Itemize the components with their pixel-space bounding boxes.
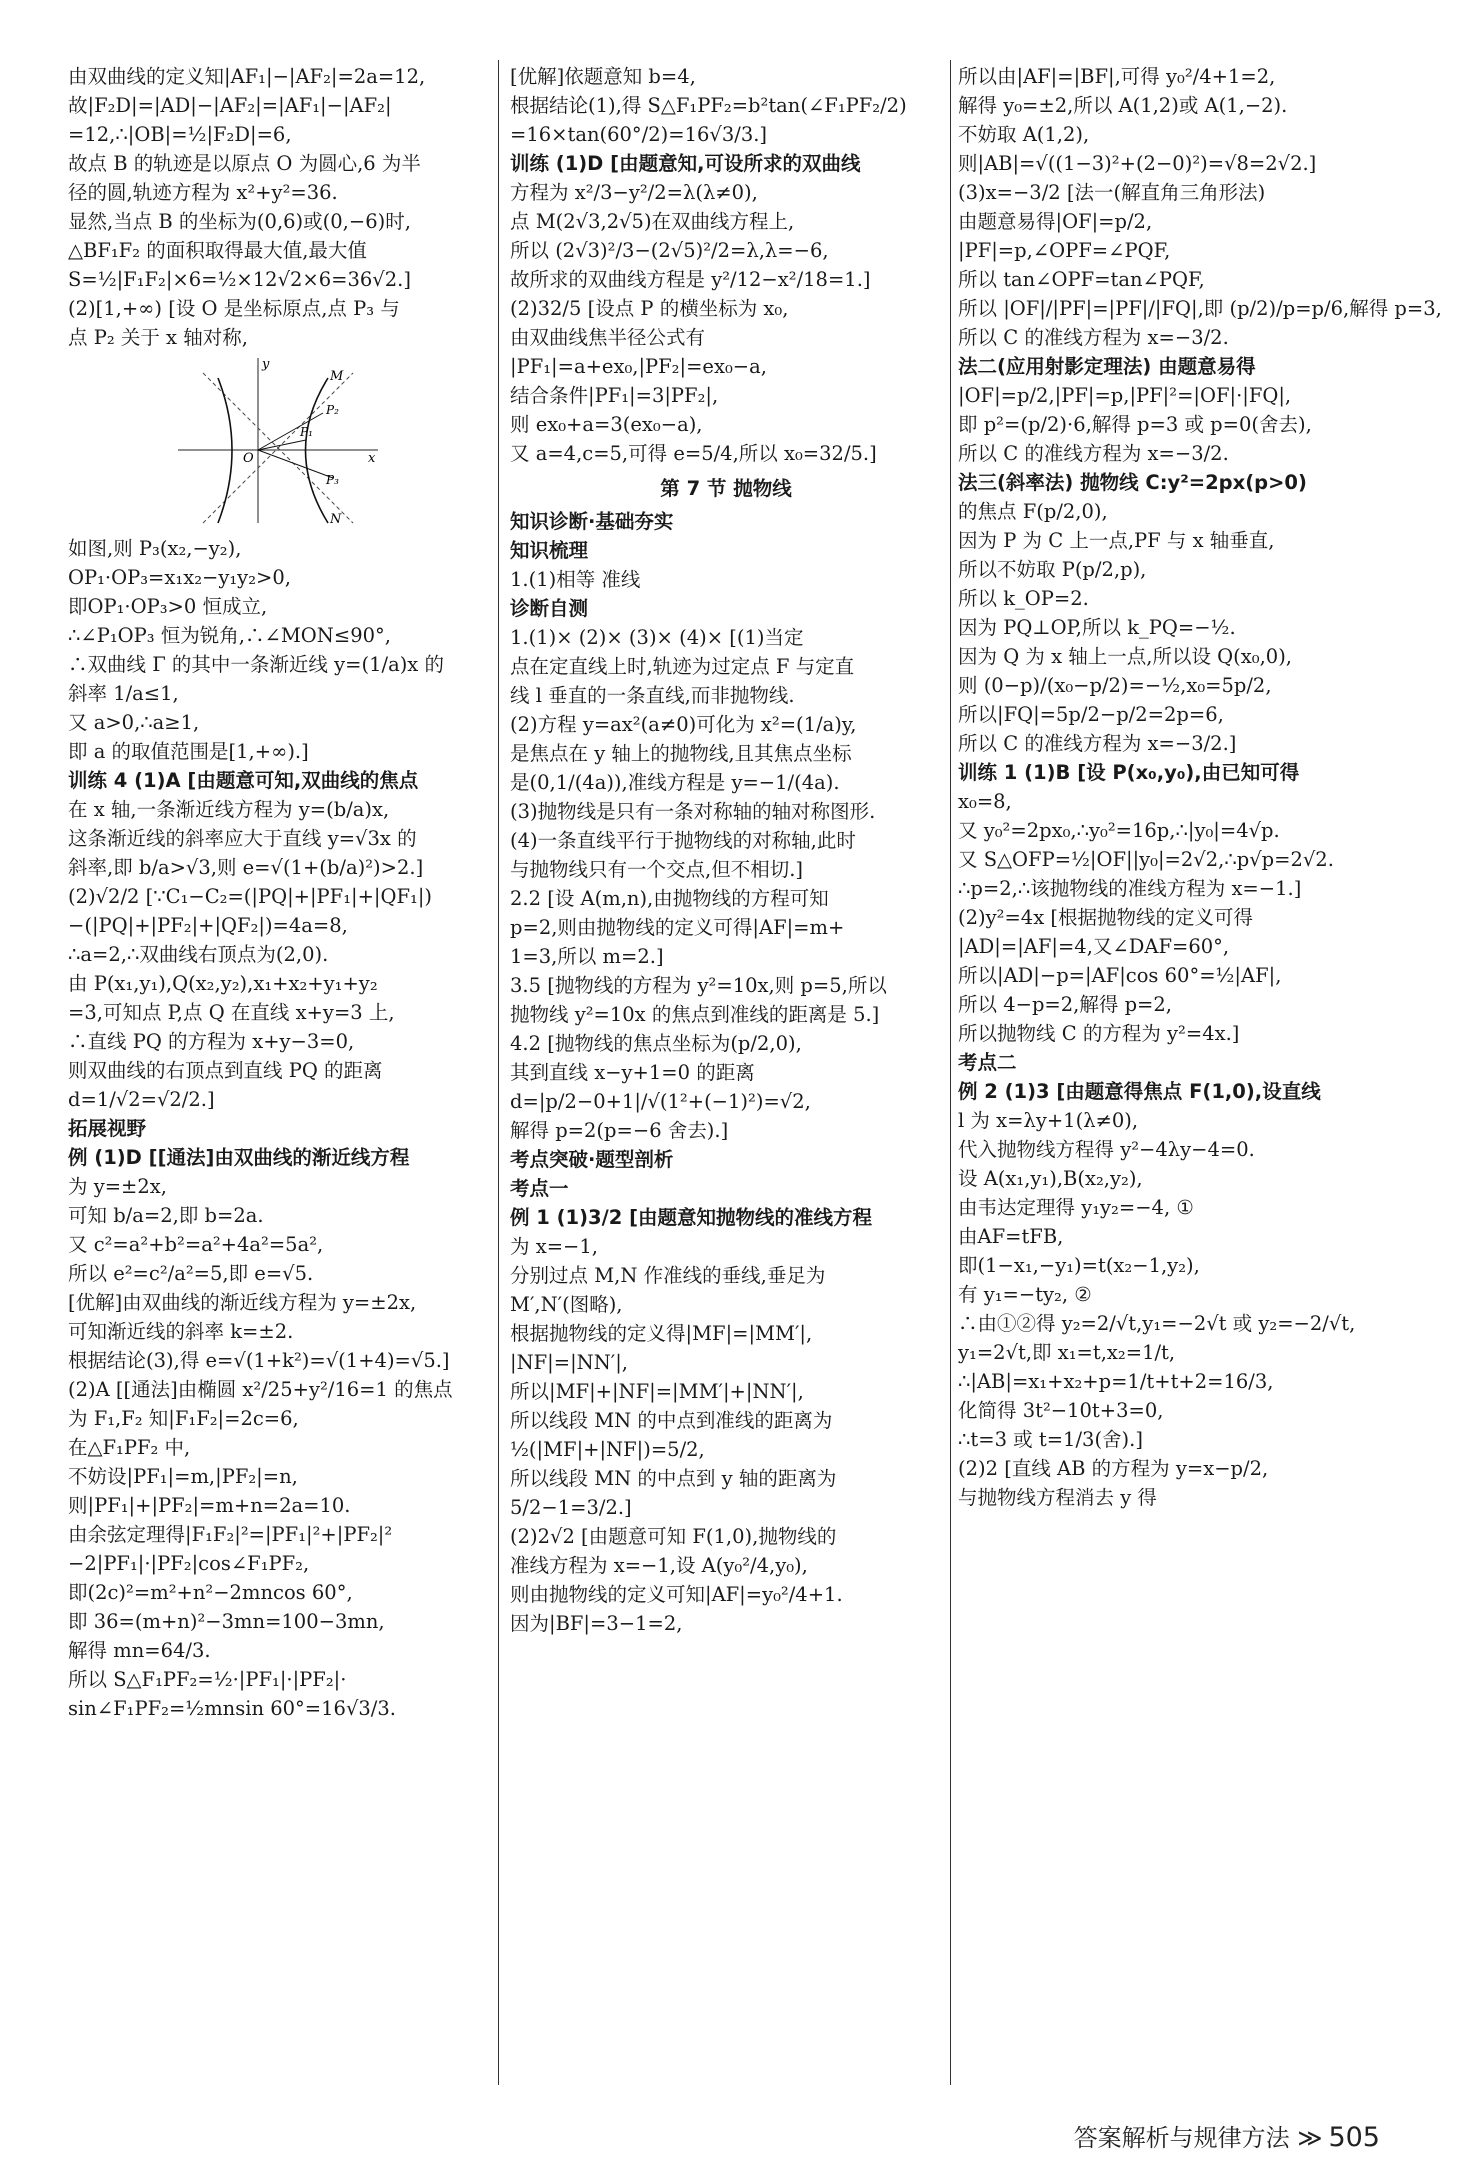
col3-line: 所以|FQ|=5p/2−p/2=2p=6, [958,703,1224,726]
column-right [958,62,1442,1512]
col2-line: 知识诊断·基础夯实 [510,510,674,533]
col2-line: 根据抛物线的定义得|MF|=|MM′|, [510,1322,813,1345]
col2-line: 训练 (1)D [由题意知,可设所求的双曲线 [510,152,861,175]
col1-line: 训练 4 (1)A [由题意可知,双曲线的焦点 [68,769,419,792]
col3-line: 代入抛物线方程得 y²−4λy−4=0. [958,1138,1255,1161]
col1-line: 所以 S△F₁PF₂=½·|PF₁|·|PF₂|· [68,1668,347,1691]
page-number: 505 [1328,2122,1380,2153]
col3-line: 所以|AD|−p=|AF|cos 60°=½|AF|, [958,964,1282,987]
col2-line: 准线方程为 x=−1,设 A(y₀²/4,y₀), [510,1554,808,1577]
col3-line: 即(1−x₁,−y₁)=t(x₂−1,y₂), [958,1254,1200,1277]
col1-line: (2)√2/2 [∵C₁−C₂=(|PQ|+|PF₁|+|QF₁|) [68,885,433,908]
column-left [68,62,486,1723]
fig-label-O: O [243,451,254,466]
col2-line: p=2,则由抛物线的定义可得|AF|=m+ [510,916,845,939]
col1-line: ∴a=2,∴双曲线右顶点为(2,0). [68,943,329,966]
col1-line: =12,∴|OB|=½|F₂D|=6, [68,123,292,146]
fig-label-P3: P₃ [326,473,339,487]
col3-line: 解得 y₀=±2,所以 A(1,2)或 A(1,−2). [958,94,1288,117]
col3-line: (2)y²=4x [根据抛物线的定义可得 [958,906,1254,929]
col3-line: 因为 PQ⊥OP,所以 k_PQ=−½. [958,616,1236,639]
col3-line: (2)2 [直线 AB 的方程为 y=x−p/2, [958,1457,1269,1480]
col1-line: d=1/√2=√2/2.] [68,1088,215,1111]
col2-line: 由双曲线焦半径公式有 [510,326,706,349]
col3-line: 因为 Q 为 x 轴上一点,所以设 Q(x₀,0), [958,645,1292,668]
col2-line: 方程为 x²/3−y²/2=λ(λ≠0), [510,181,758,204]
col2-line: 是焦点在 y 轴上的抛物线,且其焦点坐标 [510,742,852,765]
col2-line: (4)一条直线平行于抛物线的对称轴,此时 [510,829,856,852]
col2-line: 与抛物线只有一个交点,但不相切.] [510,858,804,881]
col2-line: 1.(1)相等 准线 [510,568,641,591]
col3-line: 考点二 [958,1051,1017,1074]
col2-line: 5/2−1=3/2.] [510,1496,632,1519]
col1-line: 径的圆,轨迹方程为 x²+y²=36. [68,181,338,204]
col2-line: 4.2 [抛物线的焦点坐标为(p/2,0), [510,1032,802,1055]
col1-line: 显然,当点 B 的坐标为(0,6)或(0,−6)时, [68,210,411,233]
col3-line: 训练 1 (1)B [设 P(x₀,y₀),由已知可得 [958,761,1300,784]
col3-line: 所以 C 的准线方程为 x=−3/2. [958,442,1229,465]
col1-line: 根据结论(3),得 e=√(1+k²)=√(1+4)=√5.] [68,1349,450,1372]
col1-line: 即 a 的取值范围是[1,+∞).] [68,740,309,763]
col3-line: 由AF=tFB, [958,1225,1064,1248]
col3-line: 所以 4−p=2,解得 p=2, [958,993,1172,1016]
col3-line: 所以 |OF|/|PF|=|PF|/|FQ|,即 (p/2)/p=p/6,解得 p=3, [958,297,1442,320]
col1-line: 即(2c)²=m²+n²−2mncos 60°, [68,1581,353,1604]
col2-line: d=|p/2−0+1|/√(1²+(−1)²)=√2, [510,1090,811,1113]
col2-line: (2)32/5 [设点 P 的横坐标为 x₀, [510,297,789,320]
col3-line: ∴p=2,∴该抛物线的准线方程为 x=−1.] [958,877,1302,900]
col1-line: 所以 e²=c²/a²=5,即 e=√5. [68,1262,314,1285]
col3-line: 设 A(x₁,y₁),B(x₂,y₂), [958,1167,1143,1190]
col1-line: S=½|F₁F₂|×6=½×12√2×6=36√2.] [68,268,411,291]
col2-line: 2.2 [设 A(m,n),由抛物线的方程可知 [510,887,829,910]
col3-line: 例 2 (1)3 [由题意得焦点 F(1,0),设直线 [958,1080,1321,1103]
col2-line: 结合条件|PF₁|=3|PF₂|, [510,384,719,407]
col2-line: M′,N′(图略), [510,1293,623,1316]
fig-label-P1: P₁ [300,425,313,439]
col3-line: 由题意易得|OF|=p/2, [958,210,1153,233]
col3-line: 的焦点 F(p/2,0), [958,500,1108,523]
col3-line: 所以 tan∠OPF=tan∠PQF, [958,268,1205,291]
col1-line: 又 a>0,∴a≥1, [68,711,200,734]
col2-line: 则 ex₀+a=3(ex₀−a), [510,413,703,436]
col2-line: 其到直线 x−y+1=0 的距离 [510,1061,755,1084]
col3-line: l 为 x=λy+1(λ≠0), [958,1109,1139,1132]
col1-line: ∴双曲线 Γ 的其中一条渐近线 y=(1/a)x 的 [68,653,444,676]
footer-title: 答案解析与规律方法 ≫ [1073,2124,1323,2152]
col2-line: 1=3,所以 m=2.] [510,945,664,968]
col3-line: (3)x=−3/2 [法一(解直角三角形法) [958,181,1266,204]
col1-line: ∴直线 PQ 的方程为 x+y−3=0, [68,1030,355,1053]
col2-line: ½(|MF|+|NF|)=5/2, [510,1438,705,1461]
col3-line: |PF|=p,∠OPF=∠PQF, [958,239,1171,262]
col2-line: 第 7 节 抛物线 [660,477,792,500]
col1-line: 由 P(x₁,y₁),Q(x₂,y₂),x₁+x₂+y₁+y₂ [68,972,378,995]
col1-line: ∴∠P₁OP₃ 恒为锐角,∴∠MON≤90°, [68,624,391,647]
col1-line: 点 P₂ 关于 x 轴对称, [68,326,248,349]
col2-line: [优解]依题意知 b=4, [510,65,696,88]
col3-line: 所以 C 的准线方程为 x=−3/2. [958,326,1229,349]
col2-line: 知识梳理 [510,539,589,562]
col3-line: ∴t=3 或 t=1/3(舍).] [958,1428,1143,1451]
col1-line: △BF₁F₂ 的面积取得最大值,最大值 [68,239,367,262]
col3-line: 又 y₀²=2px₀,∴y₀²=16p,∴|y₀|=4√p. [958,819,1280,842]
col1-line: 又 c²=a²+b²=a²+4a²=5a², [68,1233,324,1256]
col3-line: 所以不妨取 P(p/2,p), [958,558,1147,581]
col1-line: 斜率 1/a≤1, [68,682,179,705]
col3-line: 有 y₁=−ty₂, ② [958,1283,1092,1306]
fig-label-N: N [330,512,342,527]
col1-line: 解得 mn=64/3. [68,1639,211,1662]
col1-line: 故点 B 的轨迹是以原点 O 为圆心,6 为半 [68,152,421,175]
col2-line: 则由抛物线的定义可知|AF|=y₀²/4+1. [510,1583,843,1606]
col1-line: 即 36=(m+n)²−3mn=100−3mn, [68,1610,385,1633]
col1-line: 斜率,即 b/a>√3,则 e=√(1+(b/a)²)>2.] [68,856,424,879]
col1-line: [优解]由双曲线的渐近线方程为 y=±2x, [68,1291,417,1314]
col3-line: y₁=2√t,即 x₁=t,x₂=1/t, [958,1341,1176,1364]
col3-line: 不妨取 A(1,2), [958,123,1090,146]
col2-line: 是(0,1/(4a)),准线方程是 y=−1/(4a). [510,771,840,794]
col2-line: 根据结论(1),得 S△F₁PF₂=b²tan(∠F₁PF₂/2) [510,94,907,117]
col1-line: 即OP₁·OP₃>0 恒成立, [68,595,268,618]
col1-line: 可知渐近线的斜率 k=±2. [68,1320,294,1343]
column-middle [510,62,942,1638]
page-footer [1074,2118,1380,2153]
col2-line: 又 a=4,c=5,可得 e=5/4,所以 x₀=32/5.] [510,442,877,465]
col3-line: 所以 k_OP=2. [958,587,1089,610]
col2-line: (2)2√2 [由题意可知 F(1,0),抛物线的 [510,1525,837,1548]
col1-line: 可知 b/a=2,即 b=2a. [68,1204,264,1227]
fig-label-x: x [368,451,376,466]
col2-line: (3)抛物线是只有一条对称轴的轴对称图形. [510,800,876,823]
col1-line: 这条渐近线的斜率应大于直线 y=√3x 的 [68,827,417,850]
col1-line: 在△F₁PF₂ 中, [68,1436,191,1459]
col3-line: 所以 C 的准线方程为 x=−3/2.] [958,732,1237,755]
fig-label-M: M [330,369,344,384]
col2-line: =16×tan(60°/2)=16√3/3.] [510,123,768,146]
col3-line: ∴|AB|=x₁+x₂+p=1/t+t+2=16/3, [958,1370,1274,1393]
fig-label-P2: P₂ [326,403,339,417]
col1-line: 拓展视野 [68,1117,147,1140]
col2-line: 1.(1)× (2)× (3)× (4)× [(1)当定 [510,626,804,649]
col2-line: 考点一 [510,1177,569,1200]
col3-line: |OF|=p/2,|PF|=p,|PF|²=|OF|·|FQ|, [958,384,1292,407]
col2-line: 因为|BF|=3−1=2, [510,1612,683,1635]
col1-line: sin∠F₁PF₂=½mnsin 60°=16√3/3. [68,1697,396,1720]
col3-line: 所以抛物线 C 的方程为 y²=4x.] [958,1022,1240,1045]
col2-line: 3.5 [抛物线的方程为 y²=10x,则 p=5,所以 [510,974,887,997]
col3-line: |AD|=|AF|=4,又∠DAF=60°, [958,935,1230,958]
col1-line: 如图,则 P₃(x₂,−y₂), [68,537,242,560]
col3-line: 又 S△OFP=½|OF||y₀|=2√2,∴p√p=2√2. [958,848,1334,871]
col1-line: 例 (1)D [[通法]由双曲线的渐近线方程 [68,1146,410,1169]
col2-line: 点 M(2√3,2√5)在双曲线方程上, [510,210,795,233]
col2-line: 所以线段 MN 的中点到 y 轴的距离为 [510,1467,837,1490]
col1-line: 为 y=±2x, [68,1175,167,1198]
col2-line: 为 x=−1, [510,1235,598,1258]
col3-line: x₀=8, [958,790,1012,813]
col2-line: 例 1 (1)3/2 [由题意知抛物线的准线方程 [510,1206,872,1229]
column-divider-1 [498,60,499,2085]
fig-label-y: y [262,357,270,372]
col2-line: 故所求的双曲线方程是 y²/12−x²/18=1.] [510,268,871,291]
col2-line: 诊断自测 [510,597,589,620]
col1-line: 则|PF₁|+|PF₂|=m+n=2a=10. [68,1494,351,1517]
col2-line: 抛物线 y²=10x 的焦点到准线的距离是 5.] [510,1003,880,1026]
col3-line: ∴由①②得 y₂=2/√t,y₁=−2√t 或 y₂=−2/√t, [958,1312,1356,1335]
col1-line: −(|PQ|+|PF₂|+|QF₂|)=4a=8, [68,914,348,937]
col3-line: 即 p²=(p/2)·6,解得 p=3 或 p=0(舍去), [958,413,1312,436]
col3-line: 与抛物线方程消去 y 得 [958,1486,1157,1509]
col3-line: 化简得 3t²−10t+3=0, [958,1399,1164,1422]
col1-line: (2)A [[通法]由椭圆 x²/25+y²/16=1 的焦点 [68,1378,453,1401]
col3-line: 则 (0−p)/(x₀−p/2)=−½,x₀=5p/2, [958,674,1272,697]
col1-line: =3,可知点 P,点 Q 在直线 x+y=3 上, [68,1001,395,1024]
col2-line: 所以|MF|+|NF|=|MM′|+|NN′|, [510,1380,804,1403]
col1-line: 由余弦定理得|F₁F₂|²=|PF₁|²+|PF₂|² [68,1523,393,1546]
col1-line: −2|PF₁|·|PF₂|cos∠F₁PF₂, [68,1552,310,1575]
col1-line: 由双曲线的定义知|AF₁|−|AF₂|=2a=12, [68,65,426,88]
col2-line: 分别过点 M,N 作准线的垂线,垂足为 [510,1264,826,1287]
col3-line: 则|AB|=√((1−3)²+(2−0)²)=√8=2√2.] [958,152,1317,175]
col2-line: 解得 p=2(p=−6 舍去).] [510,1119,729,1142]
col3-line: 所以由|AF|=|BF|,可得 y₀²/4+1=2, [958,65,1276,88]
col3-line: 法二(应用射影定理法) 由题意易得 [958,355,1256,378]
col2-line: |PF₁|=a+ex₀,|PF₂|=ex₀−a, [510,355,767,378]
col1-line: 故|F₂D|=|AD|−|AF₂|=|AF₁|−|AF₂| [68,94,392,117]
col3-line: 由韦达定理得 y₁y₂=−4, ① [958,1196,1194,1219]
col1-line: 为 F₁,F₂ 知|F₁F₂|=2c=6, [68,1407,299,1430]
hyperbola-figure [178,358,378,528]
col2-line: 所以线段 MN 的中点到准线的距离为 [510,1409,833,1432]
col2-line: |NF|=|NN′|, [510,1351,628,1374]
col1-line: 不妨设|PF₁|=m,|PF₂|=n, [68,1465,298,1488]
col2-line: 线 l 垂直的一条直线,而非抛物线. [510,684,795,707]
col2-line: (2)方程 y=ax²(a≠0)可化为 x²=(1/a)y, [510,713,857,736]
col2-line: 所以 (2√3)²/3−(2√5)²/2=λ,λ=−6, [510,239,829,262]
col3-line: 法三(斜率法) 抛物线 C:y²=2px(p>0) [958,471,1307,494]
col1-line: (2)[1,+∞) [设 O 是坐标原点,点 P₃ 与 [68,297,400,320]
col1-line: 在 x 轴,一条渐近线方程为 y=(b/a)x, [68,798,390,821]
col1-line: OP₁·OP₃=x₁x₂−y₁y₂>0, [68,566,291,589]
col3-line: 因为 P 为 C 上一点,PF 与 x 轴垂直, [958,529,1275,552]
column-divider-2 [950,60,951,2085]
col2-line: 考点突破·题型剖析 [510,1148,674,1171]
col1-line: 则双曲线的右顶点到直线 PQ 的距离 [68,1059,383,1082]
col2-line: 点在定直线上时,轨迹为过定点 F 与定直 [510,655,855,678]
